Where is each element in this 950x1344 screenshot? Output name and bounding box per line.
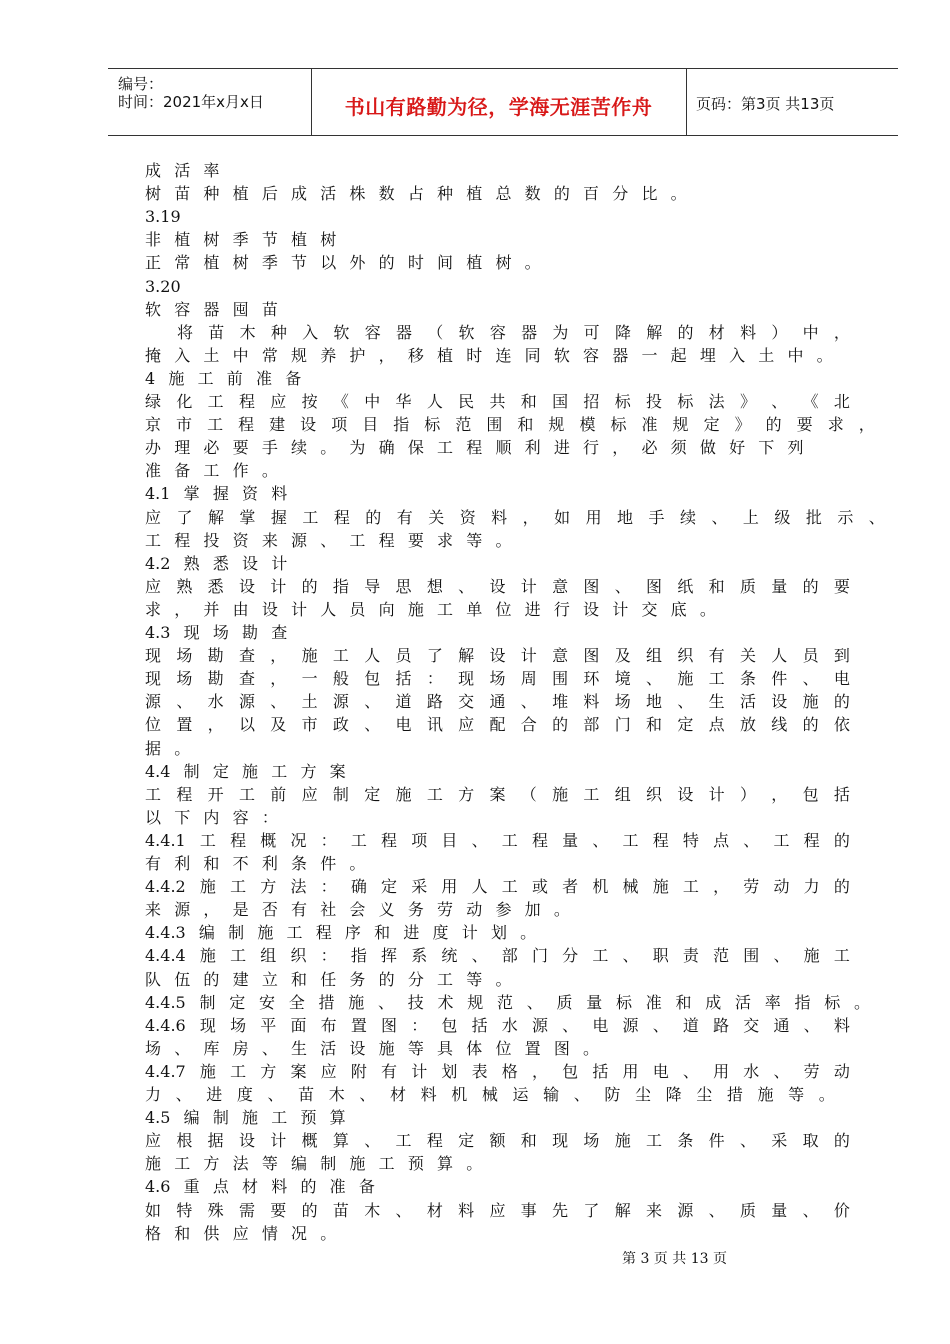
page-footer: 第 3 页 共 13 页 [622,1251,727,1267]
body-line: 办 理 必 要 手 续 。 为 确 保 工 程 顺 利 进 行 ， 必 须 做 好 下 列 [145,438,804,458]
body-line: 应 了 解 掌 握 工 程 的 有 关 资 料 ， 如 用 地 手 续 、 上 级 批 示 、 [145,507,885,527]
body-line: 4.4.5 制 定 安 全 措 施 、 技 术 规 范 、 质 量 标 准 和 成 活 率 指 标 。 [145,992,870,1012]
body-line: 力 、 进 度 、 苗 木 、 材 料 机 械 运 输 、 防 尘 降 尘 措 施 等 。 [145,1085,835,1104]
body-line: 4.6 重 点 材 料 的 准 备 [145,1177,375,1197]
body-line: 现 场 勘 查 ， 一 般 包 括 ： 现 场 周 围 环 境 、 施 工 条 件 、 电 [145,669,850,689]
body-line: 4.4.4 施 工 组 织 ： 指 挥 系 统 、 部 门 分 工 、 职 责 范 围 、 施 工 [145,946,850,966]
page-label: 页码：第3页 共13页 [696,95,835,113]
body-line: 有 利 和 不 利 条 件 。 [145,854,366,873]
header-left-cell [108,69,312,135]
body-line: 4 施 工 前 准 备 [145,368,302,388]
body-line: 树 苗 种 植 后 成 活 株 数 占 种 植 总 数 的 百 分 比 。 [145,184,687,204]
body-line: 4.2 熟 悉 设 计 [145,553,288,573]
body-line: 4.1 掌 握 资 料 [145,484,288,504]
body-line: 4.4.3 编 制 施 工 程 序 和 进 度 计 划 。 [145,923,537,943]
body-line: 4.4 制 定 施 工 方 案 [145,761,346,781]
body-line: 成 活 率 [145,161,220,180]
body-line: 4.4.2 施 工 方 法 ： 确 定 采 用 人 工 或 者 机 械 施 工 ， 劳 动 力 的 [145,877,850,897]
body-line: 正 常 植 树 季 节 以 外 的 时 间 植 树 。 [145,253,541,273]
body-line: 应 熟 悉 设 计 的 指 导 思 想 、 设 计 意 图 、 图 纸 和 质 量 的 要 [145,576,850,596]
body-line: 求 ， 并 由 设 计 人 员 向 施 工 单 位 进 行 设 计 交 底 。 [145,599,716,619]
body-line: 3.20 [145,276,181,296]
body-line: 4.4.1 工 程 概 况 ： 工 程 项 目 、 工 程 量 、 工 程 特 点 、 工 程 的 [145,830,850,850]
body-line: 场 、 库 房 、 生 活 设 施 等 具 体 位 置 图 。 [145,1038,600,1058]
body-line: 将 苗 木 种 入 软 容 器 （ 软 容 器 为 可 降 解 的 材 料 ） 中 ， [177,322,850,342]
header-center-cell [311,69,687,135]
body-line: 京 市 工 程 建 设 项 目 指 标 范 围 和 规 模 标 准 规 定 》 的 要 求 ， [145,415,875,435]
body-line: 软 容 器 囤 苗 [145,299,278,319]
body-line: 掩 入 土 中 常 规 养 护 ， 移 植 时 连 同 软 容 器 一 起 埋 入 土 中 。 [145,345,833,365]
body-line: 3.19 [145,207,181,227]
body-line: 队 伍 的 建 立 和 任 务 的 分 工 等 。 [145,969,512,989]
motto-text: 书山有路勤为径，学海无涯苦作舟 [344,95,653,119]
body-line: 据 。 [145,738,191,758]
body-line: 位 置 ， 以 及 市 政 、 电 讯 应 配 合 的 部 门 和 定 点 放 线 的 依 [145,715,850,735]
body-line: 准 备 工 作 。 [145,461,278,481]
body-line: 如 特 殊 需 要 的 苗 木 、 材 料 应 事 先 了 解 来 源 、 质 量 、 价 [145,1200,850,1220]
body-line: 以 下 内 容 ： [145,807,278,827]
body-line: 工 程 开 工 前 应 制 定 施 工 方 案 （ 施 工 组 织 设 计 ） ， 包 括 [145,784,850,804]
number-label: 编号： [118,75,164,93]
body-line: 施 工 方 法 等 编 制 施 工 预 算 。 [145,1154,483,1174]
body-line: 非 植 树 季 节 植 树 [145,230,337,250]
body-line: 格 和 供 应 情 况 。 [145,1223,337,1243]
body-line: 来 源 ， 是 否 有 社 会 义 务 劳 动 参 加 。 [145,900,570,920]
date-label: 时间：2021年x月x日 [118,93,264,111]
body-line: 应 根 据 设 计 概 算 、 工 程 定 额 和 现 场 施 工 条 件 、 采 取 的 [145,1131,850,1151]
body-line: 工 程 投 资 来 源 、 工 程 要 求 等 。 [145,530,512,550]
body-line: 源 、 水 源 、 土 源 、 道 路 交 通 、 堆 料 场 地 、 生 活 设 施 的 [145,692,850,712]
body-line: 现 场 勘 查 ， 施 工 人 员 了 解 设 计 意 图 及 组 织 有 关 人 员 到 [145,646,850,666]
body-line: 绿 化 工 程 应 按 《 中 华 人 民 共 和 国 招 标 投 标 法 》 、 《 北 [145,392,850,411]
body-line: 4.3 现 场 勘 查 [145,623,288,642]
header-right-cell [686,69,898,135]
body-line: 4.4.7 施 工 方 案 应 附 有 计 划 表 格 ， 包 括 用 电 、 用 水 、 劳 动 [145,1061,850,1081]
body-line: 4.5 编 制 施 工 预 算 [145,1108,346,1128]
body-line: 4.4.6 现 场 平 面 布 置 图 ： 包 括 水 源 、 电 源 、 道 路 交 通 、 料 [145,1015,850,1035]
header-table [108,68,898,136]
